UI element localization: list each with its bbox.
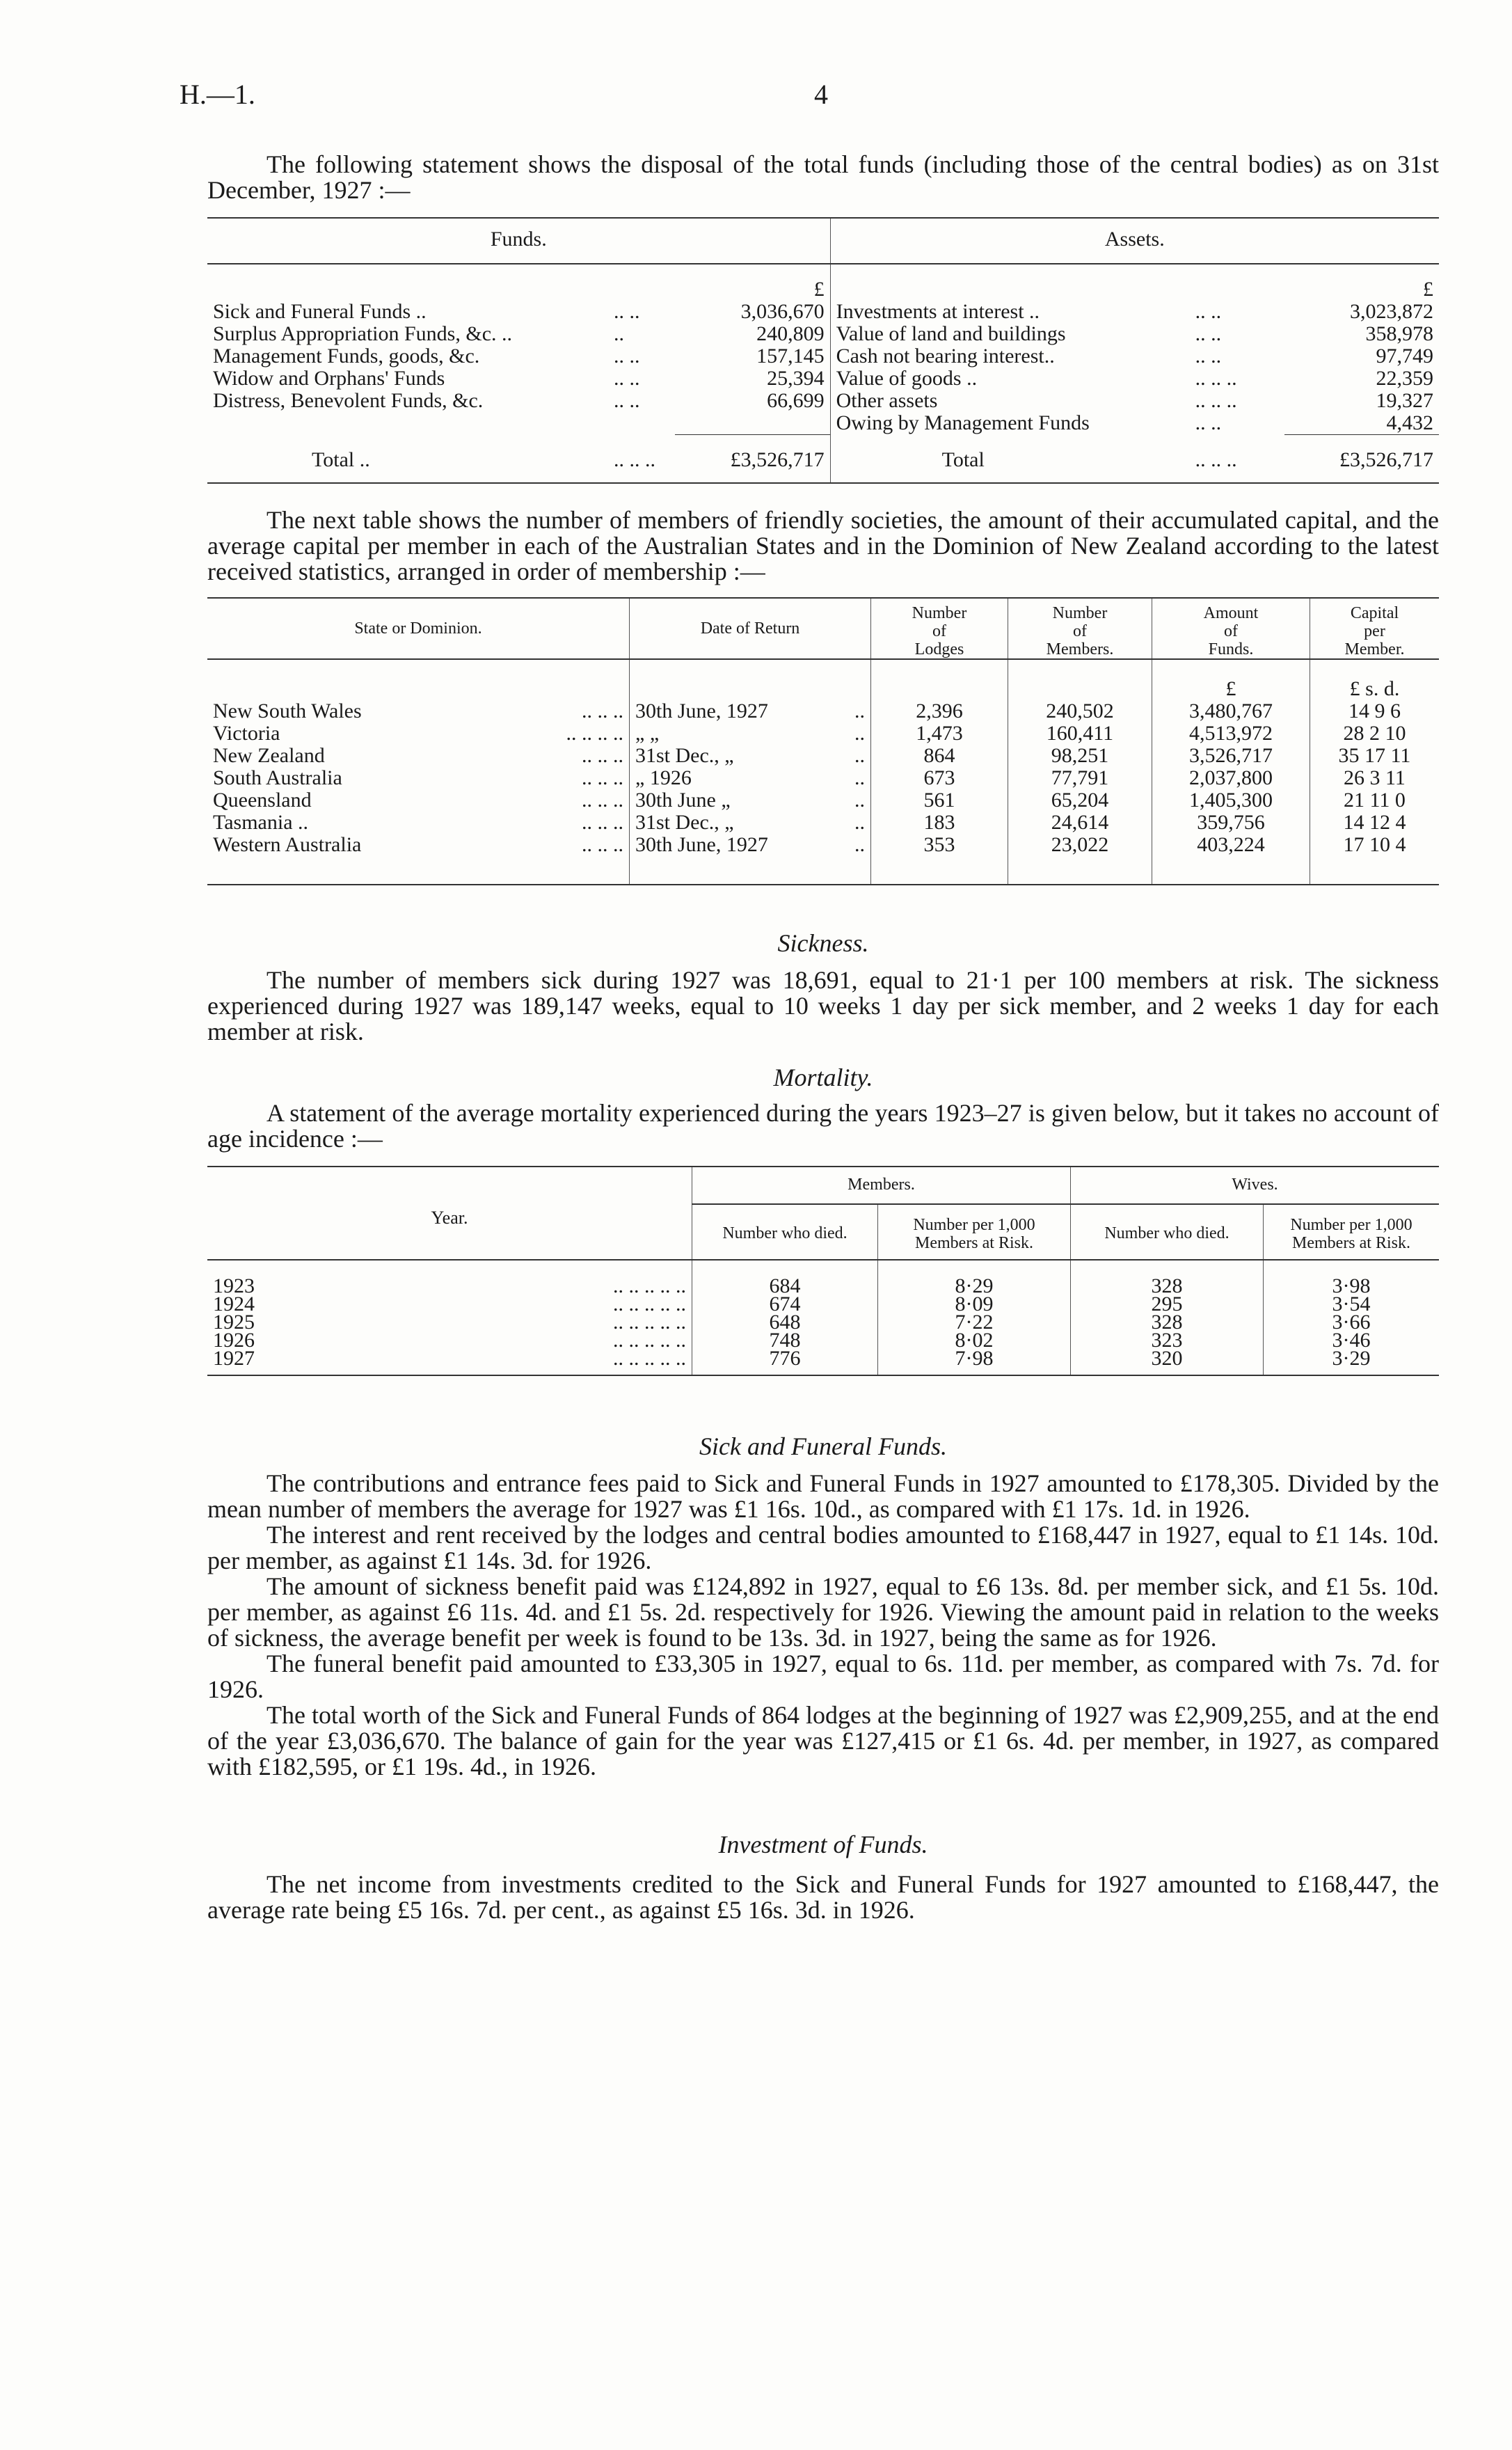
members-value: 160,411 xyxy=(1008,722,1152,745)
state-row xyxy=(207,767,1439,789)
year-value: 1924 xyxy=(213,1293,255,1315)
date-of-return: 30th June „ xyxy=(635,789,731,812)
year-value: 1923 xyxy=(213,1274,255,1297)
state-dots: .. .. .. xyxy=(582,789,623,812)
fund-name: Management Funds, goods, &c. xyxy=(213,345,480,368)
col-header-date: Date of Return xyxy=(630,598,871,659)
capital-value: 26 3 11 xyxy=(1310,767,1440,789)
members-died: 674 xyxy=(692,1295,878,1313)
hdr-m-rate-l2: Members at Risk. xyxy=(915,1234,1033,1252)
state-row xyxy=(207,745,1439,767)
hdr-m-rate-l1: Number per 1,000 xyxy=(913,1216,1035,1234)
sick-funeral-paragraph-3: The amount of sickness benefit paid was £124,892 in 1927, equal to £6 13s. 8d. per member sick, and £1 5s. 10d. per member, as against £6 11s. 4d. and £1 5s. 2d. respectively for 1926. Viewing the amount paid in relation to the weeks of sickness, the average benefit per week is found to be 13s. 3d. in 1927, being the same as for 1926. xyxy=(207,1572,1439,1652)
col-header-year: Year. xyxy=(431,1208,468,1228)
col-header-members-rate xyxy=(878,1204,1071,1260)
asset-dots: .. .. .. xyxy=(1195,367,1237,390)
report-reference: H.—1. xyxy=(180,79,255,110)
hdr-lodges-l2: of xyxy=(932,622,946,640)
lodges-value: 561 xyxy=(871,789,1008,812)
fund-dots: .. .. xyxy=(614,367,640,390)
date-dots: .. xyxy=(854,833,865,856)
col-header-members-group: Members. xyxy=(692,1167,1071,1204)
asset-dots: .. .. xyxy=(1195,322,1222,345)
date-dots: .. xyxy=(854,722,865,745)
fund-name xyxy=(207,412,608,435)
sick-funeral-paragraph-5: The total worth of the Sick and Funeral Funds of 864 lodges at the beginning of 1927 was £2,909,255, and at the end of the year £3,036,670. The balance of gain for the year was £127,415 or £1 6s. 4d. per member, in 1927, as compared with £182,595, or £1 19s. 4d., in 1926. xyxy=(207,1701,1439,1780)
hdr-lodges-l1: Number xyxy=(912,604,967,622)
state-dots: .. .. .. xyxy=(582,766,623,789)
members-rate: 8·29 xyxy=(878,1277,1071,1295)
mortality-row xyxy=(207,1295,1439,1313)
sick-funeral-paragraph-2: The interest and rent received by the lodges and central bodies amounted to £168,447 in 1927, equal to £1 14s. 10d. per member, as against £1 14s. 3d. for 1926. xyxy=(207,1521,1439,1574)
asset-amount: 22,359 xyxy=(1376,367,1433,390)
state-dots: .. .. .. xyxy=(582,744,623,767)
funds-value: 359,756 xyxy=(1152,812,1310,834)
investment-paragraph: The net income from investments credited to the Sick and Funeral Funds for 1927 amounted to £168,447, the average rate being £5 16s. 7d. per cent., as against £5 16s. 3d. in 1926. xyxy=(207,1870,1439,1924)
date-cell xyxy=(630,834,871,856)
wives-died: 328 xyxy=(1071,1277,1264,1295)
wives-rate: 3·54 xyxy=(1264,1295,1440,1313)
lodges-value: 183 xyxy=(871,812,1008,834)
fund-amount: 66,699 xyxy=(767,389,825,412)
members-rate: 7·98 xyxy=(878,1350,1071,1368)
members-value: 23,022 xyxy=(1008,834,1152,856)
funds-row xyxy=(207,390,1439,412)
states-funds-unit: £ xyxy=(1152,659,1310,700)
year-dots: .. .. .. .. .. xyxy=(613,1311,686,1334)
year-dots: .. .. .. .. .. xyxy=(613,1274,686,1297)
funds-unit: £ xyxy=(813,278,825,301)
date-cell xyxy=(630,745,871,767)
col-header-assets: Assets. xyxy=(830,218,1439,264)
members-died: 776 xyxy=(692,1350,878,1368)
funds-value: 1,405,300 xyxy=(1152,789,1310,812)
funds-row xyxy=(207,368,1439,390)
col-header-members xyxy=(1008,598,1152,659)
state-name: Victoria xyxy=(213,722,280,745)
hdr-capital-l2: per xyxy=(1364,622,1385,640)
state-dots: .. .. .. xyxy=(582,700,623,722)
year-dots: .. .. .. .. .. xyxy=(613,1347,686,1370)
asset-name: Cash not bearing interest.. xyxy=(830,345,1190,368)
state-name: South Australia xyxy=(213,766,342,789)
asset-amount: 3,023,872 xyxy=(1350,300,1433,323)
asset-name: Other assets xyxy=(830,390,1190,412)
sick-funeral-heading: Sick and Funeral Funds. xyxy=(699,1432,947,1460)
asset-amount: 358,978 xyxy=(1365,322,1433,345)
state-name: Queensland xyxy=(213,789,312,812)
col-header-wives-group: Wives. xyxy=(1071,1167,1440,1204)
fund-amount: 25,394 xyxy=(767,367,825,390)
asset-dots: .. .. .. xyxy=(1195,389,1237,412)
hdr-capital-l1: Capital xyxy=(1350,604,1399,622)
funds-total-dots: .. .. .. xyxy=(614,448,655,471)
state-cell xyxy=(207,722,630,745)
sickness-paragraph: The number of members sick during 1927 was 18,691, equal to 21·1 per 100 members at risk. The sickness experienced during 1927 was 189,147 weeks, equal to 10 weeks 1 day per sick member, and 2 weeks 1 day for each member at risk. xyxy=(207,966,1439,1045)
asset-name: Investments at interest .. xyxy=(830,301,1190,323)
fund-amount: 157,145 xyxy=(756,345,825,368)
mortality-row xyxy=(207,1331,1439,1350)
funds-row xyxy=(207,301,1439,323)
date-of-return: 31st Dec., „ xyxy=(635,811,734,834)
members-rate: 7·22 xyxy=(878,1313,1071,1331)
mortality-row xyxy=(207,1277,1439,1295)
state-row xyxy=(207,722,1439,745)
wives-rate: 3·29 xyxy=(1264,1350,1440,1368)
members-value: 98,251 xyxy=(1008,745,1152,767)
capital-value: 21 11 0 xyxy=(1310,789,1440,812)
col-header-state: State or Dominion. xyxy=(354,619,482,638)
col-header-wives-died: Number who died. xyxy=(1071,1204,1264,1260)
wives-died: 320 xyxy=(1071,1350,1264,1368)
capital-value: 28 2 10 xyxy=(1310,722,1440,745)
date-cell xyxy=(630,700,871,722)
col-header-capital xyxy=(1310,598,1440,659)
state-name: Western Australia xyxy=(213,833,362,856)
funds-row xyxy=(207,345,1439,368)
fund-name: Distress, Benevolent Funds, &c. xyxy=(213,389,484,412)
lodges-value: 864 xyxy=(871,745,1008,767)
intro-paragraph-2: The next table shows the number of members of friendly societies, the amount of their accumulated capital, and the average capital per member in each of the Australian States and in the Dominion of New Zealand according to the latest received statistics, arranged in order of membership :— xyxy=(207,506,1439,585)
mortality-paragraph: A statement of the average mortality experienced during the years 1923–27 is given below, but it takes no account of age incidence :— xyxy=(207,1099,1439,1153)
fund-name: Widow and Orphans' Funds xyxy=(213,367,445,390)
fund-amount xyxy=(675,412,830,435)
state-cell xyxy=(207,700,630,722)
hdr-members-l1: Number xyxy=(1052,604,1108,622)
year-value: 1925 xyxy=(213,1311,255,1334)
asset-amount: 97,749 xyxy=(1376,345,1433,368)
members-died: 684 xyxy=(692,1277,878,1295)
fund-dots xyxy=(608,412,675,435)
members-died: 748 xyxy=(692,1331,878,1350)
states-capital-unit: £ s. d. xyxy=(1310,659,1440,700)
year-value: 1927 xyxy=(213,1347,255,1370)
members-rate: 8·09 xyxy=(878,1295,1071,1313)
wives-rate: 3·46 xyxy=(1264,1331,1440,1350)
capital-value: 35 17 11 xyxy=(1310,745,1440,767)
state-name: New Zealand xyxy=(213,744,325,767)
state-name: Tasmania .. xyxy=(213,811,309,834)
col-header-members-died: Number who died. xyxy=(692,1204,878,1260)
page-number: 4 xyxy=(814,79,828,110)
sick-funeral-paragraph-1: The contributions and entrance fees paid to Sick and Funeral Funds in 1927 amounted to £178,305. Divided by the mean number of members the average for 1927 was £1 16s. 10d., as compared with £1 17s. 1d. in 1926. xyxy=(207,1469,1439,1523)
col-header-funds: Funds. xyxy=(490,228,547,251)
fund-dots: .. .. xyxy=(614,345,640,368)
assets-total-label: Total xyxy=(830,435,1190,472)
date-dots: .. xyxy=(854,789,865,812)
capital-value: 14 9 6 xyxy=(1310,700,1440,722)
asset-name: Value of goods .. xyxy=(830,368,1190,390)
hdr-members-l3: Members. xyxy=(1046,640,1114,658)
date-cell xyxy=(630,789,871,812)
hdr-capital-l3: Member. xyxy=(1344,640,1405,658)
fund-amount: 3,036,670 xyxy=(740,300,825,323)
members-died: 648 xyxy=(692,1313,878,1331)
wives-rate: 3·98 xyxy=(1264,1277,1440,1295)
intro-paragraph-1: The following statement shows the disposal of the total funds (including those of the central bodies) as on 31st December, 1927 :— xyxy=(207,150,1439,204)
state-dots: .. .. .. xyxy=(582,811,623,834)
funds-value: 4,513,972 xyxy=(1152,722,1310,745)
hdr-members-l2: of xyxy=(1073,622,1087,640)
funds-value: 3,480,767 xyxy=(1152,700,1310,722)
members-rate: 8·02 xyxy=(878,1331,1071,1350)
hdr-w-rate-l2: Members at Risk. xyxy=(1292,1234,1410,1252)
mortality-row xyxy=(207,1313,1439,1331)
investment-heading: Investment of Funds. xyxy=(718,1831,928,1858)
wives-died: 328 xyxy=(1071,1313,1264,1331)
state-dots: .. .. .. xyxy=(582,833,623,856)
state-row xyxy=(207,812,1439,834)
state-dots: .. .. .. .. xyxy=(566,722,623,745)
wives-died: 323 xyxy=(1071,1331,1264,1350)
col-header-lodges xyxy=(871,598,1008,659)
year-dots: .. .. .. .. .. xyxy=(613,1329,686,1352)
year-cell xyxy=(207,1347,692,1370)
states-table xyxy=(207,597,1439,885)
sick-funeral-paragraph-4: The funeral benefit paid amounted to £33,305 in 1927, equal to 6s. 11d. per member, as compared with 7s. 7d. for 1926. xyxy=(207,1650,1439,1703)
lodges-value: 673 xyxy=(871,767,1008,789)
fund-name: Sick and Funeral Funds .. xyxy=(213,300,427,323)
hdr-funds-l1: Amount xyxy=(1203,604,1259,622)
state-name: New South Wales xyxy=(213,700,362,722)
page-body xyxy=(207,77,1439,1923)
lodges-value: 353 xyxy=(871,834,1008,856)
year-dots: .. .. .. .. .. xyxy=(613,1293,686,1315)
state-row xyxy=(207,789,1439,812)
funds-total-label: Total .. xyxy=(312,448,370,471)
members-value: 24,614 xyxy=(1008,812,1152,834)
date-of-return: „ „ xyxy=(635,722,660,745)
mortality-table xyxy=(207,1166,1439,1376)
date-dots: .. xyxy=(854,766,865,789)
funds-total-amount: £3,526,717 xyxy=(675,435,830,472)
col-header-funds xyxy=(1152,598,1310,659)
fund-name: Surplus Appropriation Funds, &c. .. xyxy=(213,322,513,345)
date-dots: .. xyxy=(854,744,865,767)
asset-dots: .. .. xyxy=(1195,300,1222,323)
assets-unit: £ xyxy=(1423,278,1433,301)
funds-row xyxy=(207,412,1439,435)
fund-dots: .. .. xyxy=(614,389,640,412)
members-value: 65,204 xyxy=(1008,789,1152,812)
funds-value: 2,037,800 xyxy=(1152,767,1310,789)
asset-dots: .. .. xyxy=(1195,411,1222,434)
fund-amount: 240,809 xyxy=(756,322,825,345)
date-cell xyxy=(630,722,871,745)
date-cell xyxy=(630,812,871,834)
mortality-row xyxy=(207,1350,1439,1368)
asset-name: Owing by Management Funds xyxy=(830,412,1190,435)
members-value: 77,791 xyxy=(1008,767,1152,789)
members-value: 240,502 xyxy=(1008,700,1152,722)
funds-assets-table xyxy=(207,217,1439,484)
date-dots: .. xyxy=(854,811,865,834)
date-of-return: „ 1926 xyxy=(635,766,692,789)
asset-dots: .. .. xyxy=(1195,345,1222,368)
state-cell xyxy=(207,789,630,812)
capital-value: 17 10 4 xyxy=(1310,834,1440,856)
state-cell xyxy=(207,767,630,789)
date-cell xyxy=(630,767,871,789)
funds-row xyxy=(207,323,1439,345)
date-of-return: 30th June, 1927 xyxy=(635,833,768,856)
state-row xyxy=(207,834,1439,856)
assets-total-amount: £3,526,717 xyxy=(1284,435,1439,472)
asset-amount: 19,327 xyxy=(1376,389,1433,412)
hdr-w-rate-l1: Number per 1,000 xyxy=(1290,1216,1412,1234)
year-value: 1926 xyxy=(213,1329,255,1352)
assets-total-dots: .. .. .. xyxy=(1195,448,1237,471)
sickness-heading: Sickness. xyxy=(777,929,869,957)
fund-dots: .. .. xyxy=(614,300,640,323)
state-row xyxy=(207,700,1439,722)
date-dots: .. xyxy=(854,700,865,722)
state-cell xyxy=(207,812,630,834)
hdr-funds-l2: of xyxy=(1224,622,1238,640)
hdr-lodges-l3: Lodges xyxy=(914,640,964,658)
wives-rate: 3·66 xyxy=(1264,1313,1440,1331)
state-cell xyxy=(207,745,630,767)
lodges-value: 2,396 xyxy=(871,700,1008,722)
asset-name: Value of land and buildings xyxy=(830,323,1190,345)
state-cell xyxy=(207,834,630,856)
hdr-funds-l3: Funds. xyxy=(1208,640,1254,658)
col-header-wives-rate xyxy=(1264,1204,1440,1260)
funds-value: 403,224 xyxy=(1152,834,1310,856)
mortality-heading: Mortality. xyxy=(773,1064,873,1091)
wives-died: 295 xyxy=(1071,1295,1264,1313)
date-of-return: 30th June, 1927 xyxy=(635,700,768,722)
capital-value: 14 12 4 xyxy=(1310,812,1440,834)
lodges-value: 1,473 xyxy=(871,722,1008,745)
funds-value: 3,526,717 xyxy=(1152,745,1310,767)
asset-amount: 4,432 xyxy=(1386,411,1433,434)
fund-dots: .. xyxy=(614,322,624,345)
date-of-return: 31st Dec., „ xyxy=(635,744,734,767)
